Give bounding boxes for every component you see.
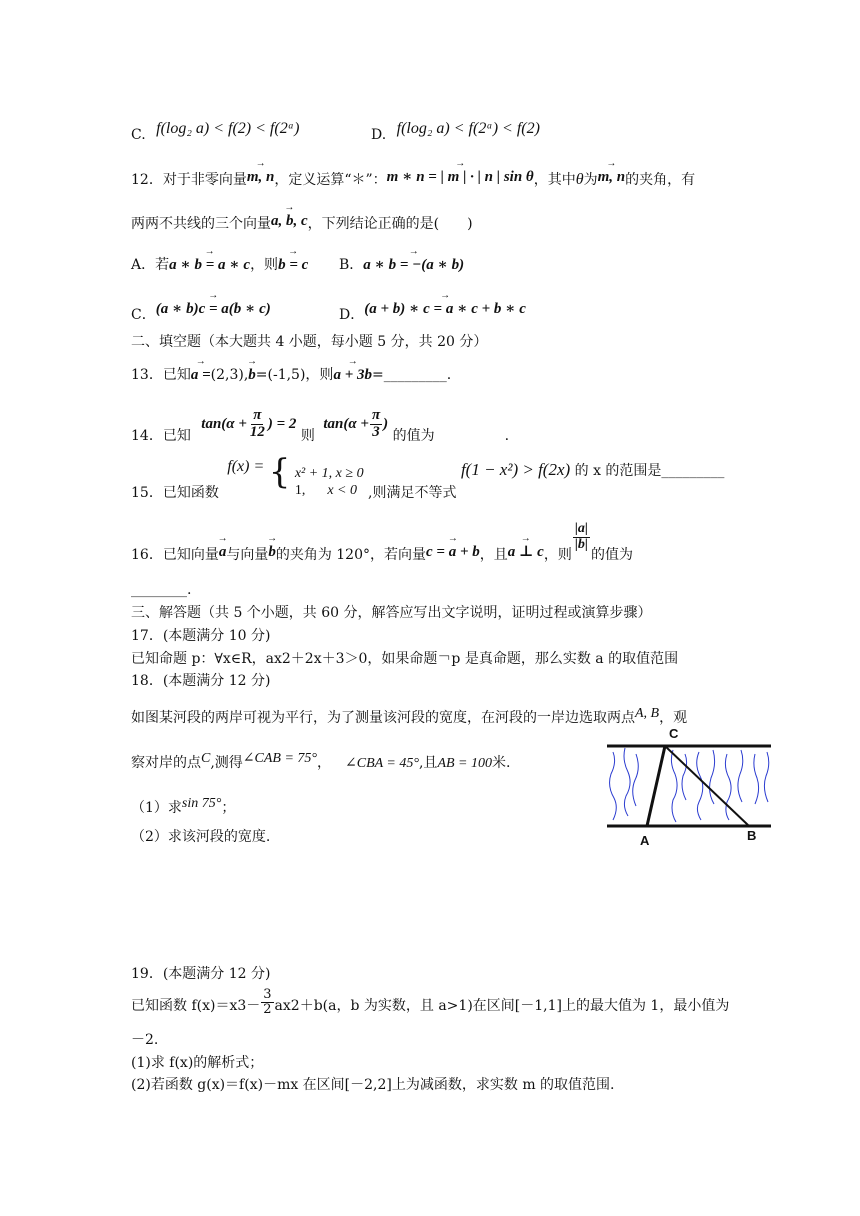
- q13: [131, 366, 451, 384]
- q12-option-b-label: B．: [339, 257, 364, 273]
- q12-option-b-expr: → a ∗ b = −(a ∗ b): [363, 256, 464, 274]
- q12-text: ，下列结论正确的是( ): [307, 216, 473, 232]
- q16-suffix: 的值为: [591, 547, 633, 564]
- q16-frac-den: |b|: [574, 536, 588, 552]
- q16-text: ，且: [479, 547, 508, 564]
- q19-frac-num: 3: [263, 987, 272, 1002]
- q15: [131, 452, 725, 502]
- q18-angle-cba: ∠CBA = 45°: [345, 756, 419, 771]
- q14-fraction-pi-12: [248, 408, 267, 441]
- q12-option-a-premise: → a ∗ b = a ∗ c: [169, 256, 250, 274]
- q16: [131, 522, 633, 564]
- q12-stem-line1: [131, 168, 695, 189]
- q19-sub-1: (1)求 f(x)的解析式；: [131, 1055, 264, 1071]
- q16-prefix: 16．已知向量: [131, 547, 219, 564]
- section-2-heading: 二、填空题（本大题共 4 小题，每小题 5 分，共 20 分）: [131, 334, 488, 350]
- q12-option-c-label: C．: [131, 307, 156, 323]
- q17-body: 已知命题 p：∀x∈R，ax2＋2x＋3＞0，如果命题￢p 是真命题，那么实数 a 的取值范围: [131, 651, 679, 667]
- q12-text: 12．对于非零向量: [131, 172, 247, 188]
- q15-mid: ,则满足不等式: [368, 485, 457, 501]
- q14-mid: 则: [300, 427, 315, 444]
- q13-vector-b: → b: [248, 366, 256, 384]
- q12-option-a-label: A．若: [131, 257, 170, 273]
- q15-prefix: 15．已知函数: [131, 485, 219, 501]
- section-3-heading: 三、解答题（共 5 个小题，共 60 分，解答应写出文字说明，证明过程或演算步骤）: [131, 605, 652, 621]
- q11-option-d: [371, 119, 540, 144]
- river-figure: [603, 724, 775, 850]
- q12-option-c: [131, 300, 271, 324]
- q16-text: 的夹角为 120°，若向量: [275, 547, 426, 564]
- q16-vector-b: → b: [268, 543, 276, 561]
- q14: [131, 408, 509, 444]
- q16-frac-num: |a|: [574, 521, 588, 536]
- q19-sub-2: (2)若函数 g(x)＝f(x)－mx 在区间[－2,2]上为减函数，求实数 m 的取值范围.: [131, 1077, 615, 1093]
- q18-text: 如图某河段的两岸可视为平行，为了测量该河段的宽度，在河段的一岸边选取两点: [131, 710, 635, 726]
- q12-vectors-mn: → m, n: [247, 168, 275, 186]
- q13-answer-blank: =_________.: [372, 367, 452, 383]
- q18-line-2: [131, 751, 510, 773]
- q18-text: ，观: [659, 710, 688, 726]
- q15-suffix: 的 x 的范围是_________: [574, 463, 725, 479]
- q12-vectors-abc: → a, b, c: [271, 212, 308, 230]
- q17-title: 17．(本题满分 10 分): [131, 628, 271, 644]
- q12-option-d-label: D．: [339, 307, 365, 323]
- q14-frac-num: π: [253, 407, 262, 423]
- q11-option-c: [131, 119, 299, 144]
- q19-fraction-3-2: [261, 988, 273, 1016]
- q15-case-2: [295, 483, 364, 500]
- q19-text: 已知函数 f(x)＝x3－: [131, 998, 261, 1015]
- q16-text: 与向量: [226, 547, 269, 564]
- q11-option-d-expr: f(log₂ a) < f(2ᵃ) < f(2): [396, 120, 540, 137]
- q13-b-value: =(-1,5)，则: [255, 367, 334, 383]
- q18-text: ,且: [418, 755, 438, 771]
- q18-points-ab: A, B: [635, 706, 660, 721]
- q18-sub-1: [131, 796, 235, 817]
- left-brace-icon: {: [268, 452, 291, 492]
- q12-vectors-mn-2: → m, n: [598, 168, 626, 186]
- q14-target-expr: [323, 407, 389, 440]
- q19-frac-den: 2: [263, 1001, 272, 1017]
- q18-text: ，: [317, 755, 332, 771]
- q19-text: ax2＋b(a，b 为实数，且 a>1)在区间[－1,1]上的最大值为 1，最小值为: [274, 998, 730, 1015]
- q16-vector-a: → a: [219, 543, 227, 561]
- q16-answer-blank: ________.: [131, 582, 192, 598]
- q18-sub-2: （2）求该河段的宽度.: [131, 829, 271, 845]
- q16-vector-c-def: → c = a + b: [426, 543, 480, 561]
- q15-case-2-cond: x < 0: [327, 482, 357, 498]
- q11-option-c-label: C.: [131, 127, 146, 143]
- q12-theta: θ: [575, 171, 584, 188]
- q19-line-1: [131, 988, 729, 1016]
- q11-option-c-expr: f(log₂ a) < f(2) < f(2ᵃ): [156, 120, 300, 137]
- q18-text: ；: [221, 800, 236, 816]
- q13-vector-a: → a =: [191, 366, 211, 384]
- q18-text: 察对岸的点: [131, 755, 201, 771]
- q12-text: ，定义运算“＊”：: [274, 172, 387, 188]
- point-b-label: B: [747, 828, 757, 843]
- point-c-label: C: [669, 726, 679, 741]
- q12-stem-line2: [131, 212, 473, 233]
- q12-option-a-conclusion: → b = c: [278, 256, 308, 274]
- q12-text: ，则: [250, 257, 279, 273]
- q14-fraction-pi-3: [370, 408, 382, 441]
- q18-text: ,测得: [210, 755, 243, 771]
- q12-option-b: [339, 256, 464, 274]
- q12-option-d-expr: → (a + b) ∗ c = a ∗ c + b ∗ c: [364, 300, 526, 318]
- q15-piecewise: [295, 466, 364, 500]
- q15-case-2-value: 1,: [294, 482, 306, 498]
- q14-target-right: ): [383, 415, 389, 432]
- q14-prefix: 14．已知: [131, 427, 191, 444]
- q19-line-2: －2.: [131, 1032, 159, 1048]
- segment-cb: [665, 746, 749, 826]
- q11-option-d-label: D.: [371, 127, 387, 143]
- q14-frac-den: 3: [372, 423, 380, 440]
- q14-target-left: tan(α +: [323, 415, 369, 432]
- q16-ratio-fraction: [573, 522, 590, 552]
- segment-ac: [647, 746, 665, 826]
- q18-ab-length: AB = 100: [437, 756, 492, 771]
- q16-text: ，则: [543, 547, 572, 564]
- q15-case-1: x² + 1, x ≥ 0: [294, 466, 364, 481]
- river-diagram: [603, 724, 775, 850]
- q18-sin75: sin 75°: [181, 796, 222, 811]
- q14-frac-num: π: [371, 407, 381, 423]
- q18-title: 18．(本题满分 12 分): [131, 673, 271, 689]
- q12-text: 的夹角，有: [625, 172, 696, 188]
- q15-inequality: f(1 − x²) > f(2x): [460, 460, 571, 479]
- q14-given-expr: [201, 407, 297, 440]
- q18-angle-cab: ∠CAB = 75°: [242, 751, 318, 766]
- river-water-strokes: [610, 748, 769, 822]
- q14-given-right: ) = 2: [267, 415, 297, 432]
- q16-perpendicular: → a ⊥ c: [508, 543, 544, 561]
- q12-option-a: [131, 256, 308, 274]
- q14-frac-den: 12: [249, 423, 265, 440]
- q13-prefix: 13．已知: [131, 367, 191, 383]
- q14-given-left: tan(α +: [201, 415, 247, 432]
- q12-text: 两两不共线的三个向量: [131, 216, 271, 232]
- q14-suffix: 的值为 .: [392, 427, 510, 444]
- q13-expression: → a + 3b: [333, 366, 372, 384]
- q12-option-d: [339, 300, 526, 324]
- q18-text: 米.: [492, 755, 511, 771]
- point-a-label: A: [640, 833, 650, 848]
- q12-definition: → m ∗ n = | m | · | n | sin θ: [387, 168, 534, 186]
- q18-point-c: C: [201, 751, 211, 766]
- q18-sub-1-label: （1）求: [131, 800, 182, 816]
- q12-option-c-expr: → (a ∗ b)c = a(b ∗ c): [156, 300, 271, 318]
- q19-title: 19．(本题满分 12 分): [131, 966, 271, 982]
- q12-text: 为: [583, 172, 598, 188]
- q15-fx: f(x) =: [227, 458, 265, 475]
- q12-text: ，其中: [533, 172, 576, 188]
- q13-a-value: (2,3),: [210, 367, 249, 383]
